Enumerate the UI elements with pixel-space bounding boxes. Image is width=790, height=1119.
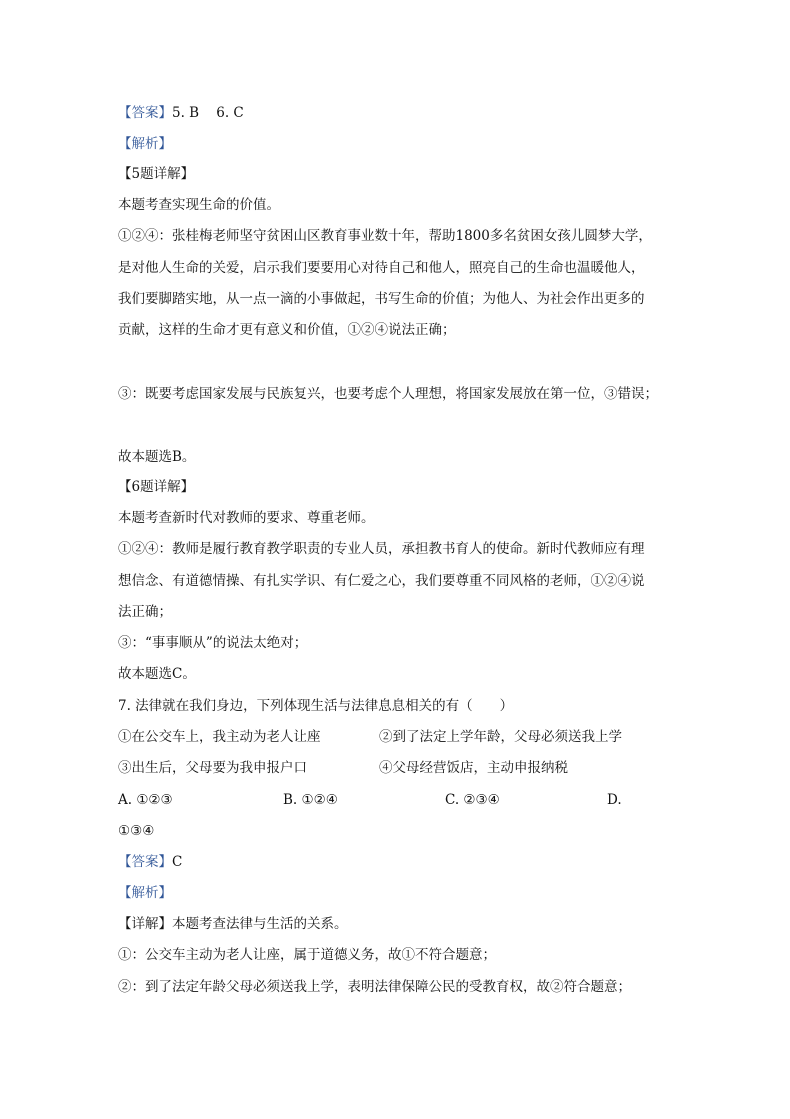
q6-header: 【6题详解】 [118, 479, 195, 495]
answer-text: 5. B 6. C [172, 105, 244, 121]
q6-para-line-2: 想信念、有道德情操、有扎实学识、有仁爱之心，我们要尊重不同风格的老师，①②④说 [118, 573, 645, 589]
q5-para-line-1: ①②④：张桂梅老师坚守贫困山区教育事业数十年，帮助1800多名贫困女孩儿圆梦大学， [118, 228, 652, 244]
answer-line-1 [118, 103, 244, 123]
answer-tag: 【答案】 [118, 854, 172, 870]
q5-para-line-3: 我们要脚踏实地，从一点一滴的小事做起，书写生命的价值；为他人、为社会作出更多的 [118, 291, 645, 307]
q7-option-c: C. ②③④ [445, 792, 500, 808]
q5-para-line-2: 是对他人生命的关爱，启示我们要要用心对待自己和他人，照亮自己的生命也温暖他人， [118, 260, 645, 276]
q5-header: 【5题详解】 [118, 166, 195, 182]
q6-conclusion: 故本题选C。 [118, 666, 196, 682]
q7-stem: 7. 法律就在我们身边，下列体现生活与法律息息相关的有（ ） [118, 698, 514, 714]
q5-conclusion: 故本题选B。 [118, 449, 196, 465]
analysis-tag: 【解析】 [118, 136, 172, 152]
q6-para-2: ③：“事事顺从”的说法太绝对； [118, 635, 308, 651]
q7-item-2: ②到了法定上学年龄，父母必须送我上学 [379, 729, 622, 745]
q7-item-3: ③出生后，父母要为我申报户口 [118, 760, 307, 776]
answer-tag: 【答案】 [118, 105, 172, 121]
q7-option-b: B. ①②④ [283, 792, 338, 808]
answer-text: C [172, 854, 183, 870]
q7-item-1: ①在公交车上，我主动为老人让座 [118, 729, 321, 745]
q6-topic: 本题考查新时代对教师的要求、尊重老师。 [118, 510, 375, 526]
analysis-tag: 【解析】 [118, 885, 172, 901]
q7-detail-header: 【详解】本题考查法律与生活的关系。 [118, 916, 348, 932]
q5-para-2: ③：既要考虑国家发展与民族复兴，也要考虑个人理想，将国家发展放在第一位，③错误； [118, 386, 658, 402]
q7-option-a: A. ①②③ [118, 792, 173, 808]
q6-para-line-1: ①②④：教师是履行教育教学职责的专业人员，承担教书育人的使命。新时代教师应有理 [118, 541, 645, 557]
q7-option-d-continued: ①③④ [118, 823, 155, 839]
q7-option-d: D. [607, 792, 622, 808]
q7-detail-line-1: ①：公交车主动为老人让座，属于道德义务，故①不符合题意； [118, 947, 496, 963]
q7-item-4: ④父母经营饭店，主动申报纳税 [379, 760, 568, 776]
q5-topic: 本题考查实现生命的价值。 [118, 197, 280, 213]
answer-line-2 [118, 852, 182, 872]
q6-para-line-3: 法正确； [118, 604, 172, 620]
q7-detail-line-2: ②：到了法定年龄父母必须送我上学，表明法律保障公民的受教育权，故②符合题意； [118, 979, 631, 995]
q5-para-line-4: 贡献，这样的生命才更有意义和价值，①②④说法正确； [118, 322, 456, 338]
